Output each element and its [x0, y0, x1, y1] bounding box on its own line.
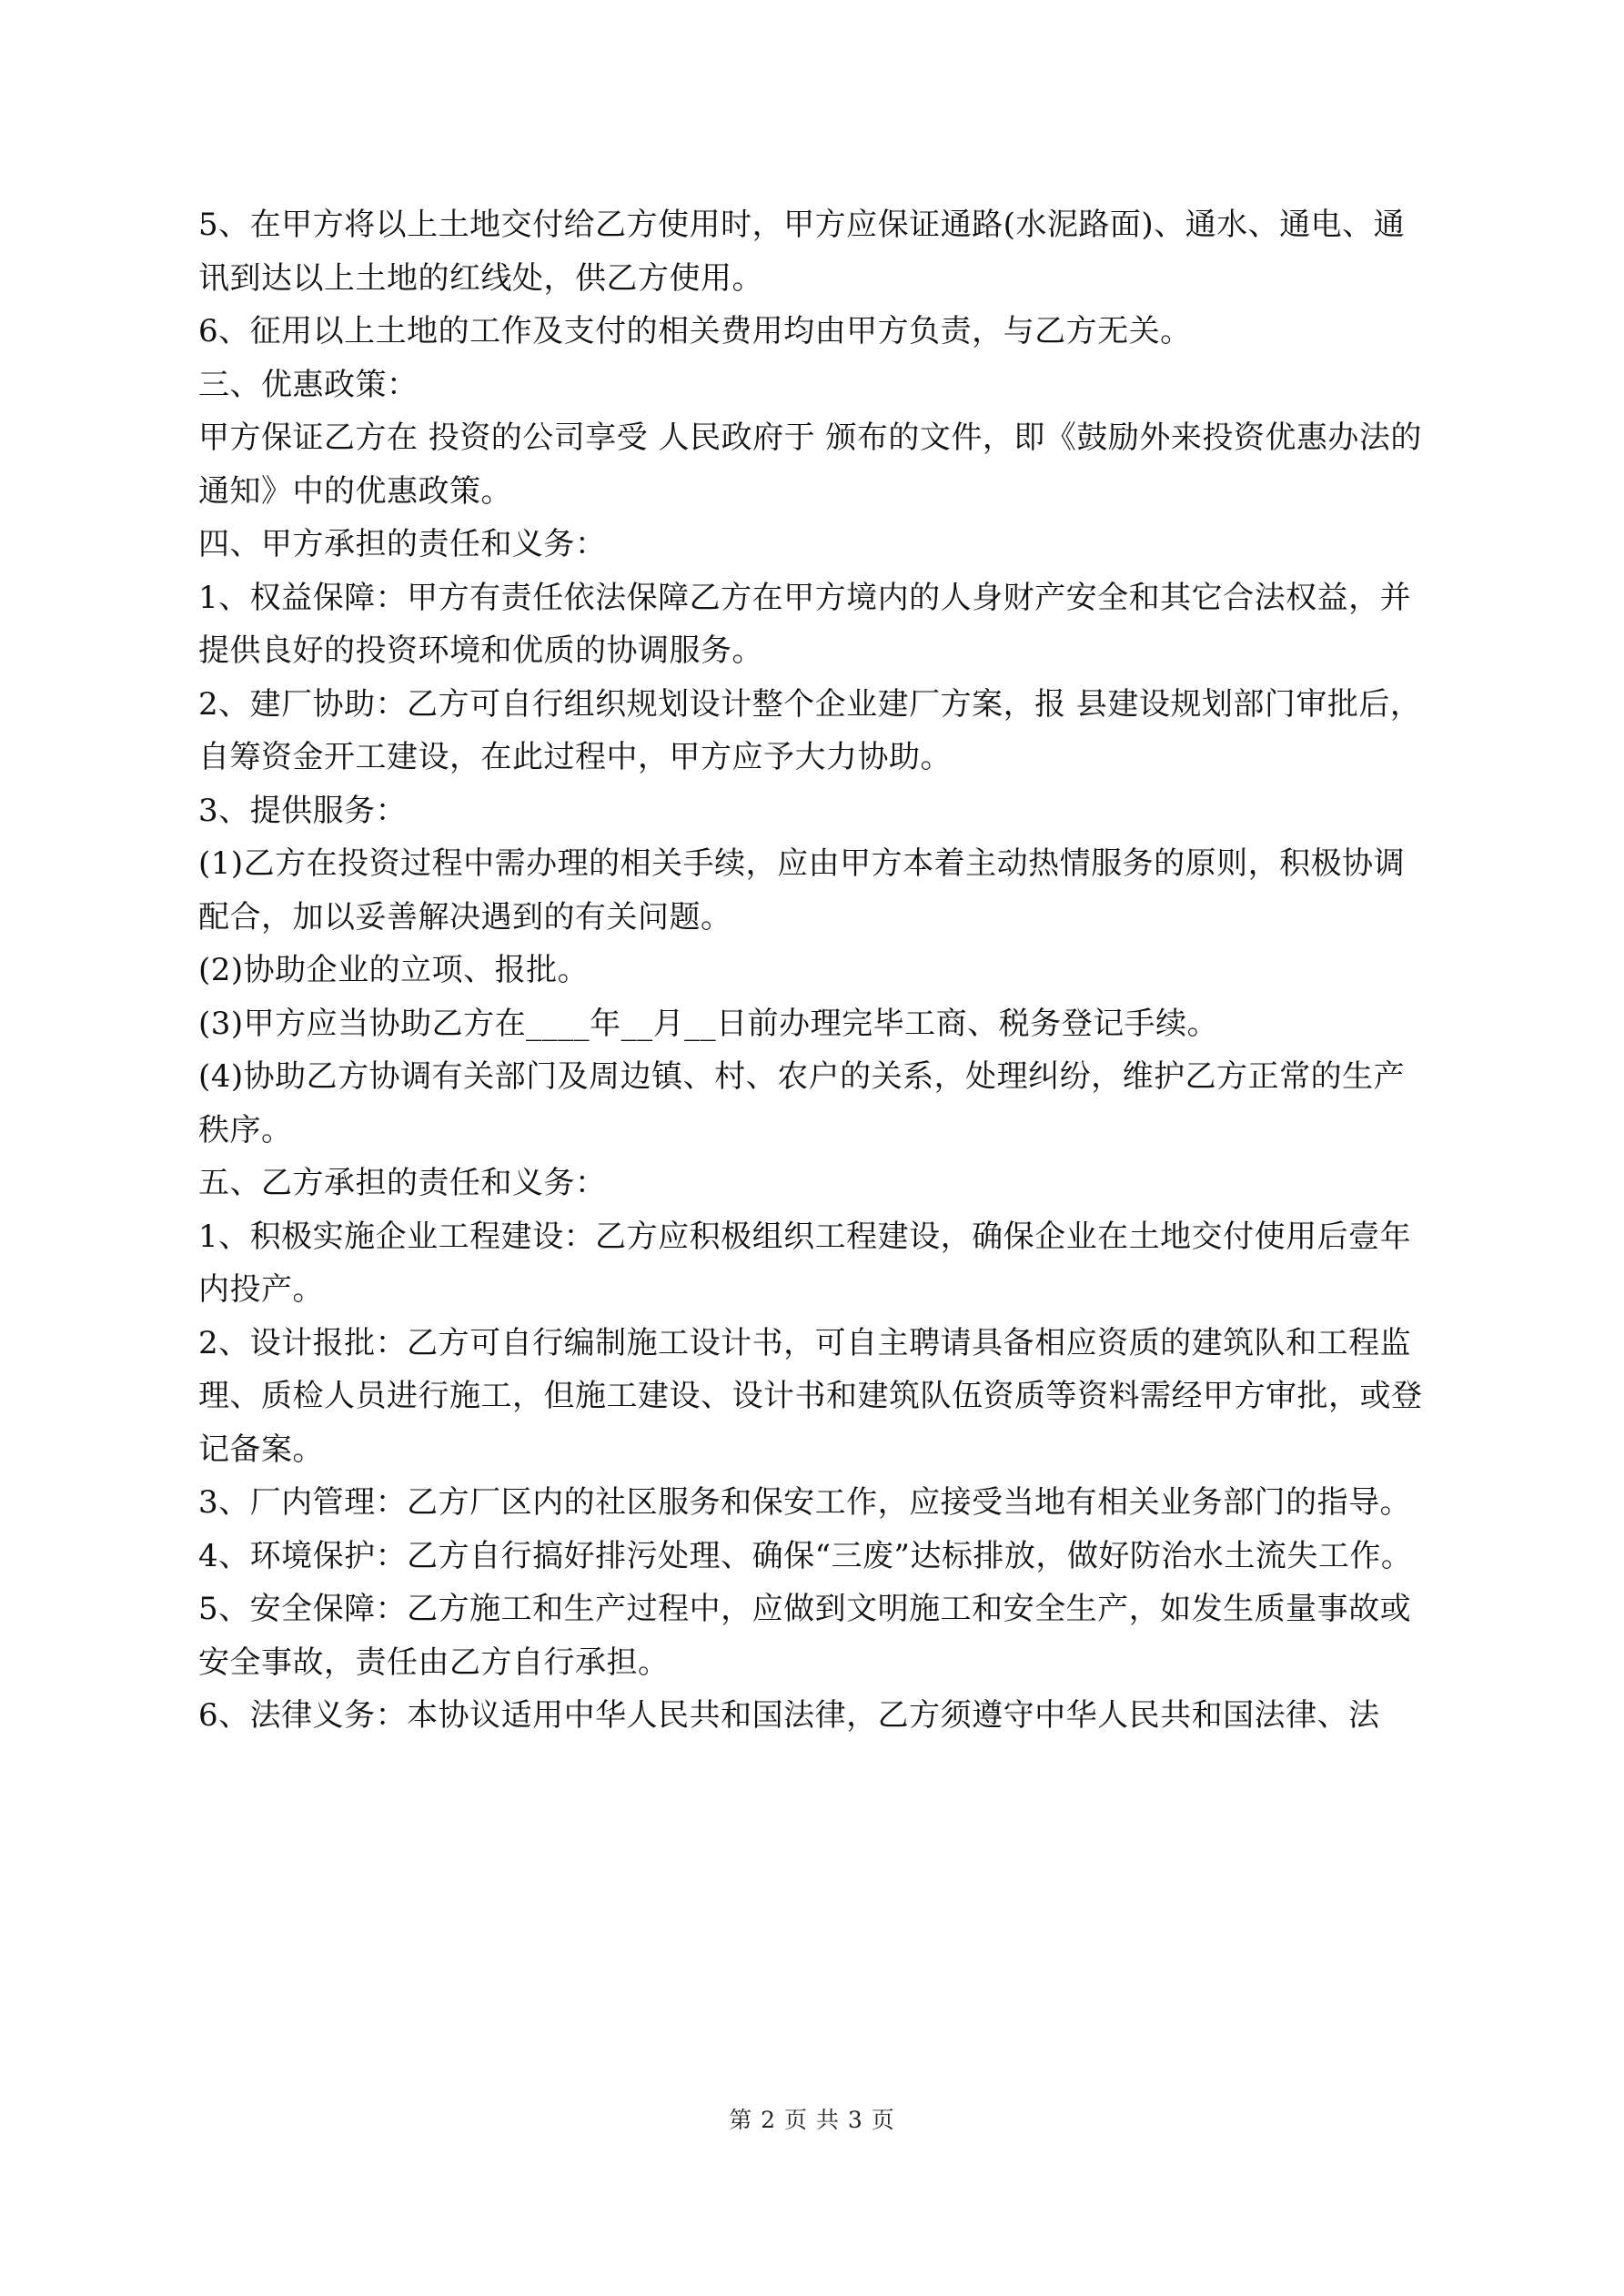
paragraph: 2、建厂协助：乙方可自行组织规划设计整个企业建厂方案，报 县建设规划部门审批后，自筹资金开工建设，在此过程中，甲方应予大力协助。: [198, 685, 1422, 775]
paragraph: 4、环境保护：乙方自行搞好排污处理、确保“三废”达标排放，做好防治水土流失工作。: [198, 1537, 1413, 1574]
paragraph: 1、积极实施企业工程建设：乙方应积极组织工程建设，确保企业在土地交付使用后壹年内投产。: [198, 1218, 1412, 1308]
page-number: 第 2 页 共 3 页: [729, 2107, 895, 2133]
paragraph: 3、提供服务：: [198, 792, 408, 829]
paragraph: 2、设计报批：乙方可自行编制施工设计书，可自主聘请具备相应资质的建筑队和工程监理、质检人员进行施工，但施工建设、设计书和建筑队伍资质等资料需经甲方审批，或登记备案。: [198, 1324, 1423, 1468]
paragraph: 3、厂内管理：乙方厂区内的社区服务和保安工作，应接受当地有相关业务部门的指导。: [198, 1484, 1412, 1521]
paragraph: 1、权益保障：甲方有责任依法保障乙方在甲方境内的人身财产安全和其它合法权益，并提供良好的投资环境和优质的协调服务。: [198, 579, 1412, 669]
paragraph: (3)甲方应当协助乙方在____年__月__日前办理完毕工商、税务登记手续。: [198, 1005, 1219, 1042]
paragraph: (1)乙方在投资过程中需办理的相关手续，应由甲方本着主动热情服务的原则，积极协调配合，加以妥善解决遇到的有关问题。: [198, 845, 1406, 936]
paragraph: 6、法律义务：本协议适用中华人民共和国法律，乙方须遵守中华人民共和国法律、法: [198, 1697, 1380, 1734]
paragraph: 5、安全保障：乙方施工和生产过程中，应做到文明施工和安全生产，如发生质量事故或安全事故，责任由乙方自行承担。: [198, 1591, 1412, 1681]
document-body: [198, 198, 1431, 1743]
page-footer: [0, 2106, 1624, 2135]
paragraph: (2)协助企业的立项、报批。: [198, 952, 590, 988]
paragraph: (4)协助乙方协调有关部门及周边镇、村、农户的关系，处理纠纷，维护乙方正常的生产秩序。: [198, 1058, 1406, 1148]
paragraph: 6、征用以上土地的工作及支付的相关费用均由甲方负责，与乙方无关。: [198, 313, 1192, 349]
paragraph: 5、在甲方将以上土地交付给乙方使用时，甲方应保证通路(水泥路面)、通水、通电、通讯到达以上土地的红线处，供乙方使用。: [198, 207, 1406, 297]
paragraph: 甲方保证乙方在 投资的公司享受 人民政府于 颁布的文件，即《鼓励外来投资优惠办法的通知》中的优惠政策。: [198, 420, 1422, 510]
section-heading: 四、甲方承担的责任和义务：: [198, 526, 607, 562]
section-heading: 五、乙方承担的责任和义务：: [198, 1165, 607, 1201]
section-heading: 三、优惠政策：: [198, 366, 419, 403]
